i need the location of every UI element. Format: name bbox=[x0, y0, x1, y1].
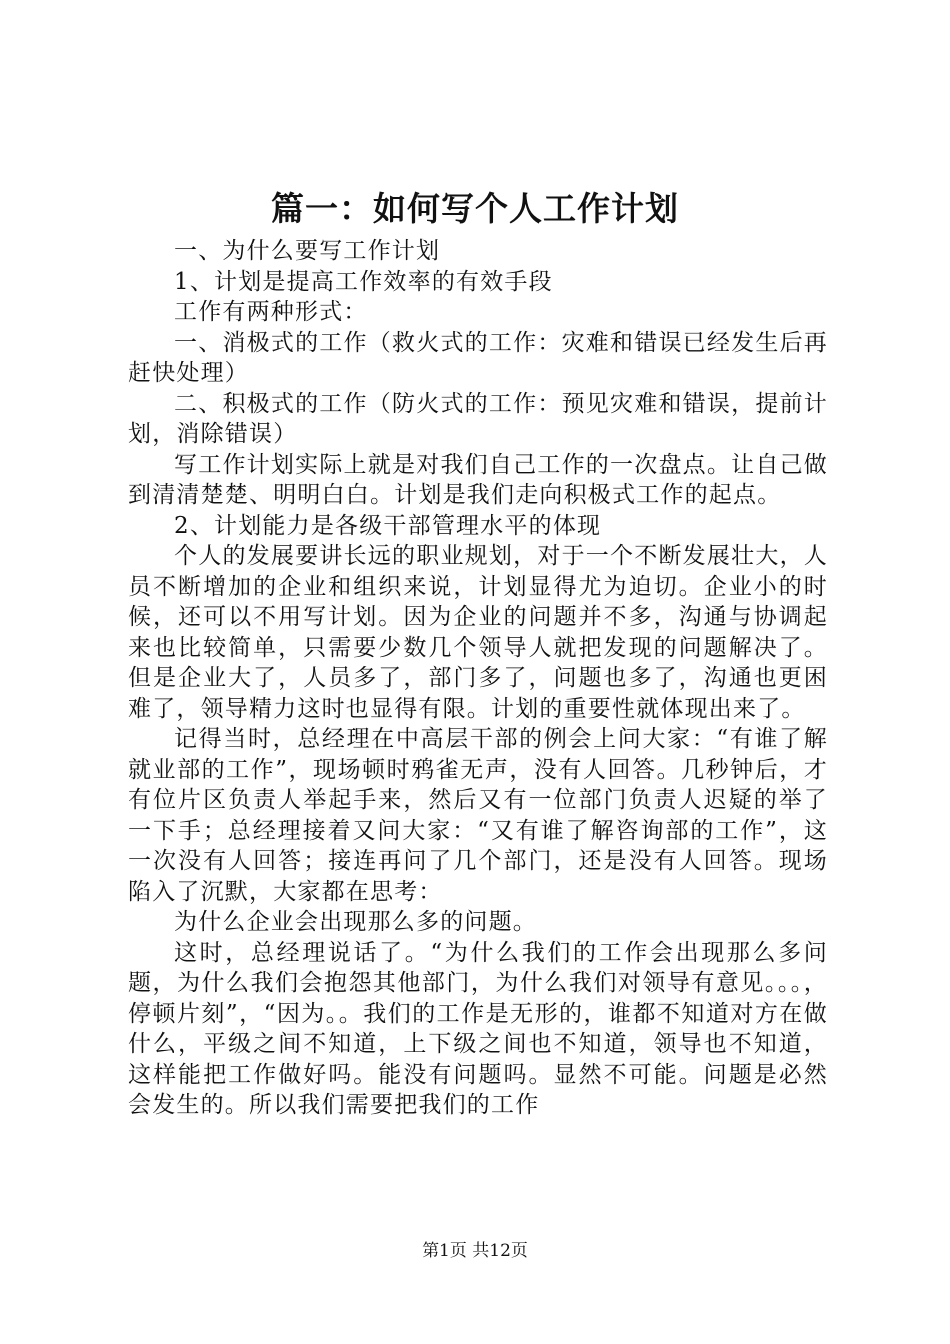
page-title: 篇一：如何写个人工作计划 bbox=[271, 189, 679, 228]
paragraph: 2、计划能力是各级干部管理水平的体现 bbox=[174, 512, 602, 539]
paragraph: 写工作计划实际上就是对我们自己工作的一次盘点。让自己做到清清楚楚、明明白白。计划是我们走向积极式工作的起点。 bbox=[128, 451, 828, 508]
paragraph: 为什么企业会出现那么多的问题。 bbox=[174, 909, 537, 935]
paragraph: 一、消极式的工作（救火式的工作：灾难和错误已经发生后再赶快处理） bbox=[128, 329, 828, 386]
document-body bbox=[128, 236, 828, 1121]
paragraph: 记得当时，总经理在中高层干部的例会上问大家：“有谁了解就业部的工作”，现场顿时鸦雀无声，没有人回答。几秒钟后，才有位片区负责人举起手来，然后又有一位部门负责人迟疑的举了一下手；总经理接着又问大家：“又有谁了解咨询部的工作”，这一次没有人回答；接连再问了几个部门，还是没有人回答。现场陷入了沉默，大家都在思考： bbox=[128, 726, 828, 905]
paragraph: 这时，总经理说话了。“为什么我们的工作会出现那么多问题，为什么我们会抱怨其他部门，为什么我们对领导有意见。。。，停顿片刻”，“因为。。我们的工作是无形的，谁都不知道对方在做什么，平级之间不知道，上下级之间也不知道，领导也不知道，这样能把工作做好吗。能没有问题吗。显然不可能。问题是必然会发生的。所以我们需要把我们的工作 bbox=[128, 939, 828, 1118]
page-number-footer: 第1页 共12页 bbox=[422, 1241, 528, 1261]
paragraph: 一、为什么要写工作计划 bbox=[174, 238, 441, 264]
paragraph: 二、积极式的工作（防火式的工作：预见灾难和错误，提前计划，消除错误） bbox=[128, 390, 828, 447]
paragraph: 工作有两种形式： bbox=[174, 299, 368, 325]
paragraph: 1、计划是提高工作效率的有效手段 bbox=[174, 268, 553, 295]
paragraph: 个人的发展要讲长远的职业规划，对于一个不断发展壮大，人员不断增加的企业和组织来说，计划显得尤为迫切。企业小的时候，还可以不用写计划。因为企业的问题并不多，沟通与协调起来也比较简单，只需要少数几个领导人就把发现的问题解决了。但是企业大了，人员多了，部门多了，问题也多了，沟通也更困难了，领导精力这时也显得有限。计划的重要性就体现出来了。 bbox=[128, 543, 828, 722]
